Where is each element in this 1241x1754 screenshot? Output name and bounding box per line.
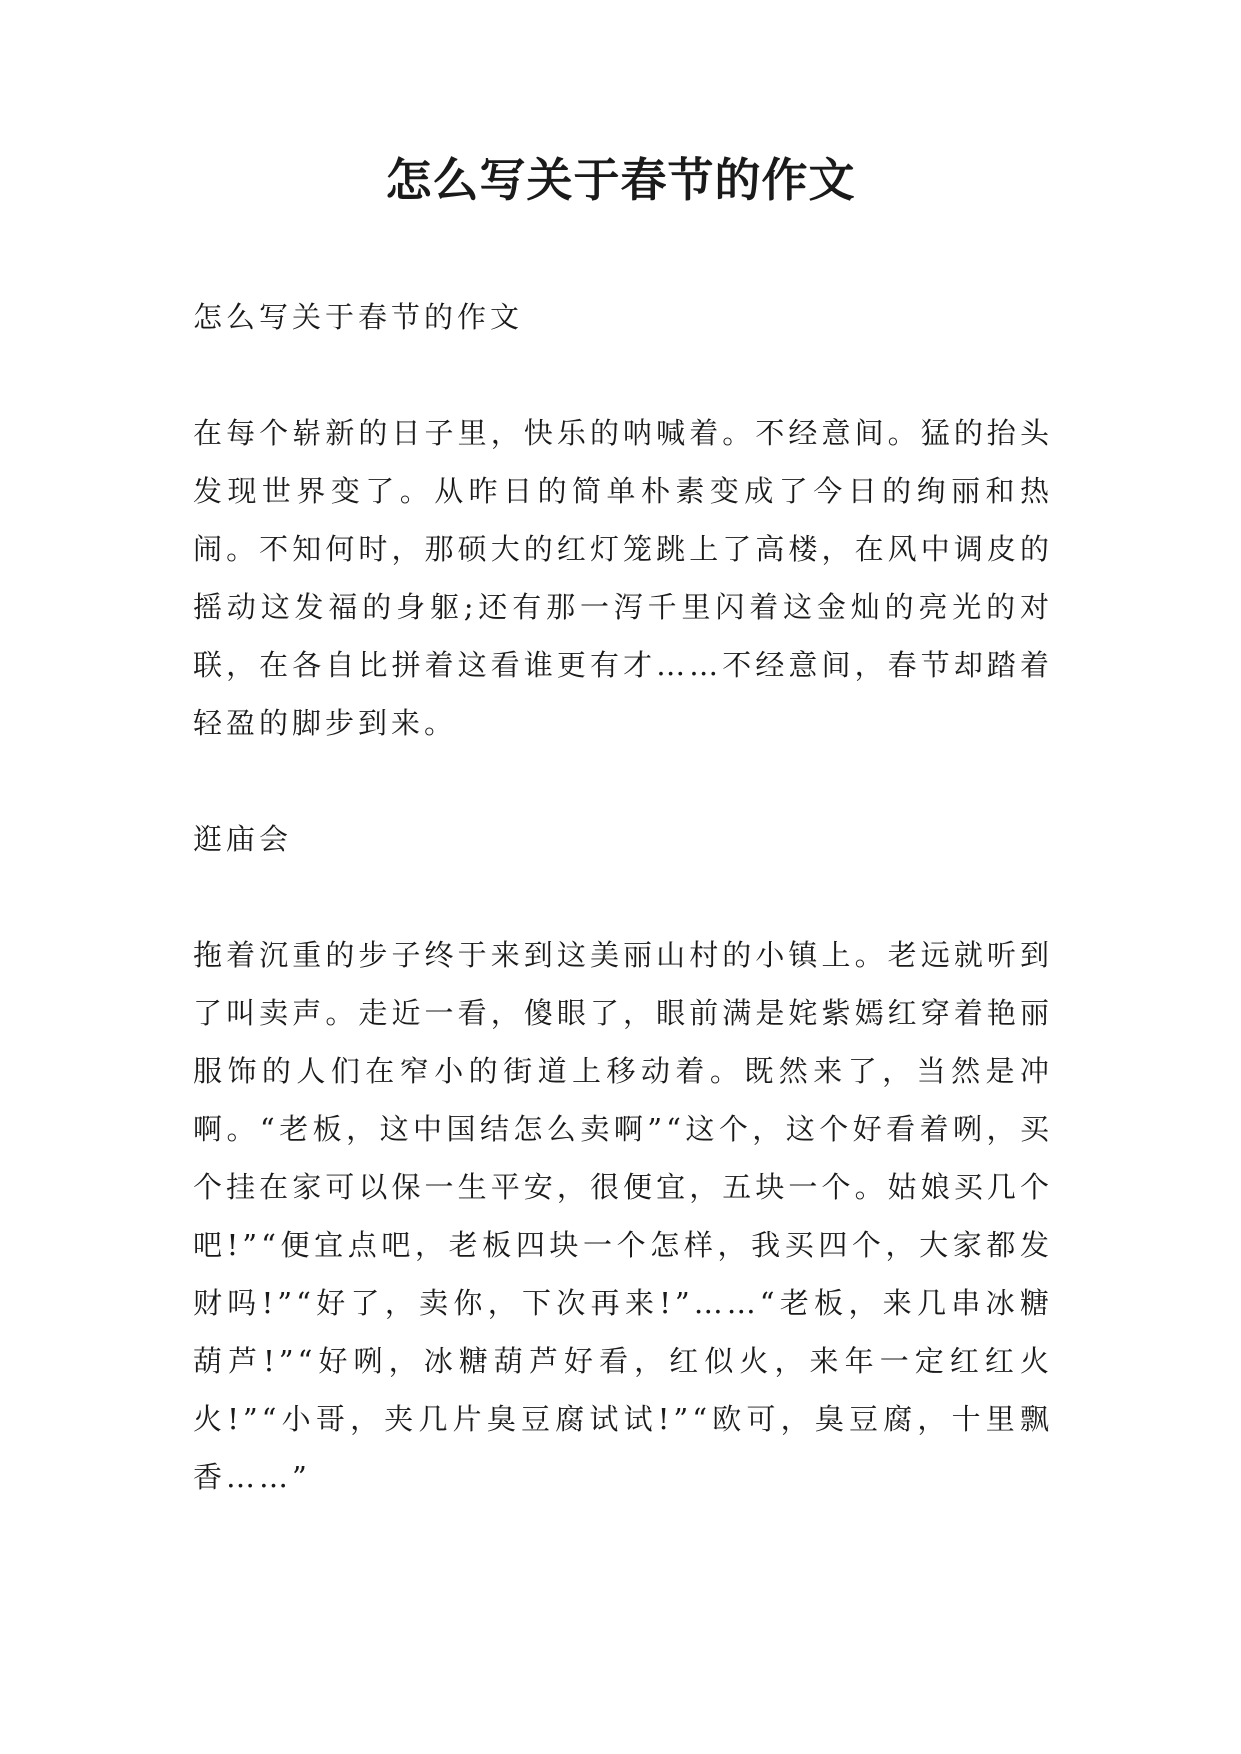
paragraph-temple-fair: 拖着沉重的步子终于来到这美丽山村的小镇上。老远就听到了叫卖声。走近一看，傻眼了，眼前满是姹紫嫣红穿着艳丽服饰的人们在窄小的街道上移动着。既然来了，当然是冲啊。“老板，这中国结怎么卖啊”“这个，这个好看着咧，买个挂在家可以保一生平安，很便宜，五块一个。姑娘买几个吧!”“便宜点吧，老板四块一个怎样，我买四个，大家都发财吗!”“好了，卖你，下次再来!”……“老板，来几串冰糖葫芦!”“好咧，冰糖葫芦好看，红似火，来年一定红红火火!”“小哥，夹几片臭豆腐试试!”“欧可，臭豆腐，十里飘香……” [193,938,1053,1494]
document-title: 怎么写关于春节的作文 [385,153,856,207]
section-heading: 逛庙会 [193,822,293,856]
paragraph-intro: 在每个崭新的日子里，快乐的呐喊着。不经意间。猛的抬头发现世界变了。从昨日的简单朴素变成了今日的绚丽和热闹。不知何时，那硕大的红灯笼跳上了高楼，在风中调皮的摇动这发福的身躯;还有那一泻千里闪着这金灿的亮光的对联，在各自比拼着这看谁更有才……不经意间，春节却踏着轻盈的脚步到来。 [193,416,1053,740]
document-body [193,288,1053,1564]
document-subtitle: 怎么写关于春节的作文 [193,300,524,334]
